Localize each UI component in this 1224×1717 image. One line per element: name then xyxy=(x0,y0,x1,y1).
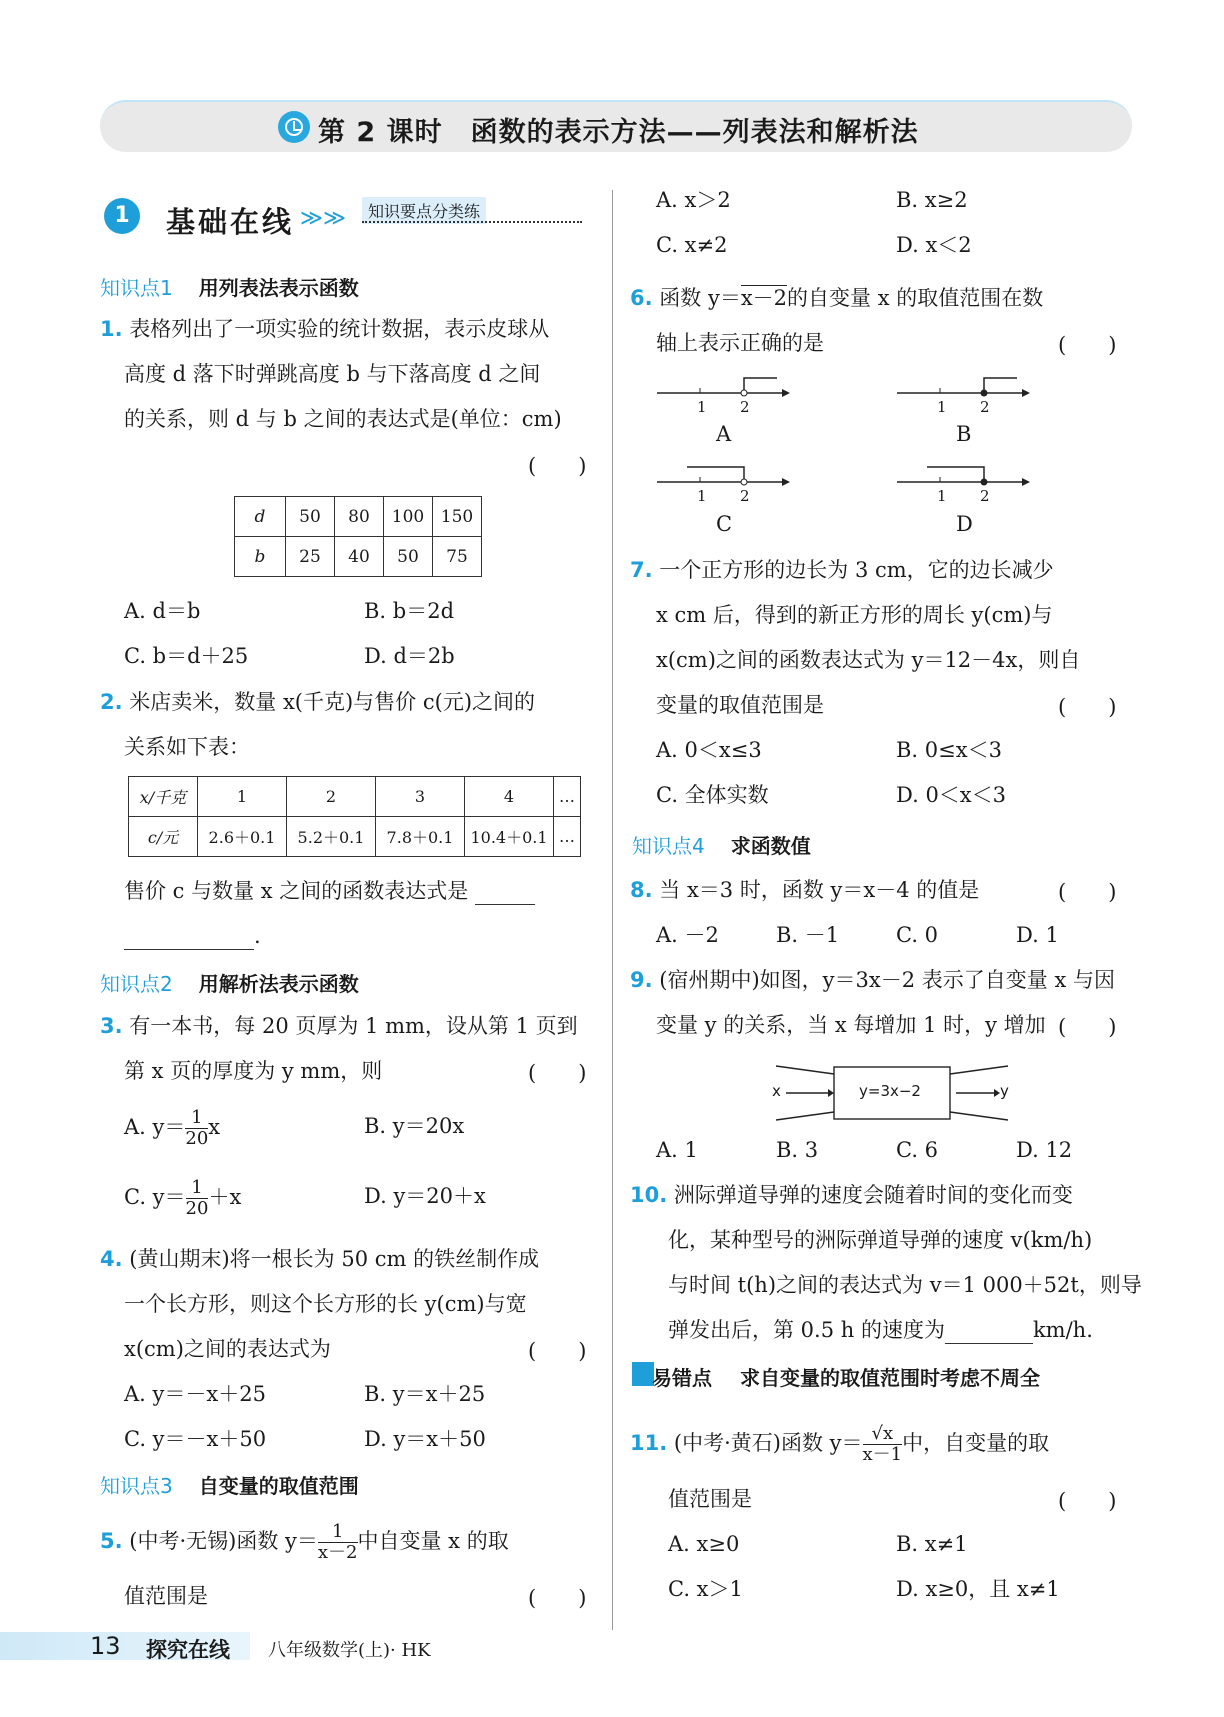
q9-option-b[interactable]: B. 3 xyxy=(776,1138,819,1162)
q2-line3: 售价 c 与数量 x 之间的函数表达式是 xyxy=(124,877,535,905)
q6-option-d[interactable]: D xyxy=(956,512,973,536)
q6-number-lines xyxy=(652,370,1072,540)
answer-paren[interactable]: ( ) xyxy=(528,1061,587,1085)
q4-option-d[interactable]: D. y＝x＋50 xyxy=(364,1427,486,1451)
kp2-heading: 知识点2 用解析法表示函数 xyxy=(100,972,359,996)
q5-line2: 值范围是 xyxy=(124,1584,208,1608)
q5-option-b[interactable]: B. x≥2 xyxy=(896,188,968,212)
q7-line2: x cm 后，得到的新正方形的周长 y(cm)与 xyxy=(656,603,1053,627)
answer-paren[interactable]: ( ) xyxy=(1058,1489,1117,1513)
q1-option-d[interactable]: D. d＝2b xyxy=(364,644,455,668)
q9-output-y: y xyxy=(1000,1082,1009,1100)
q6-tick-1d: 1 xyxy=(937,487,947,505)
q4-line3: x(cm)之间的表达式为 xyxy=(124,1337,331,1361)
page-number: 13 xyxy=(90,1632,121,1660)
yicuo-flag-icon xyxy=(632,1362,654,1386)
q6-tick-2d: 2 xyxy=(980,487,990,505)
q2-blank-2[interactable] xyxy=(124,927,254,950)
q8-option-c[interactable]: C. 0 xyxy=(896,923,939,947)
q2-blank[interactable] xyxy=(475,882,535,905)
q9-option-a[interactable]: A. 1 xyxy=(656,1138,698,1162)
q10-line2: 化，某种型号的洲际弹道导弹的速度 v(km/h) xyxy=(668,1228,1093,1252)
q5-option-c[interactable]: C. x≠2 xyxy=(656,233,728,257)
q11-line2: 值范围是 xyxy=(668,1487,752,1511)
section-arrows: ≫≫ xyxy=(300,206,347,231)
q4: 4. (黄山期末)将一根长为 50 cm 的铁丝制作成 xyxy=(100,1247,540,1271)
q7-option-c[interactable]: C. 全体实数 xyxy=(656,783,769,807)
q9-line2: 变量 y 的关系，当 x 每增加 1 时，y 增加 xyxy=(656,1013,1046,1037)
q10: 10. 洲际弹道导弹的速度会随着时间的变化而变 xyxy=(630,1183,1073,1207)
kp1-heading: 知识点1 用列表法表示函数 xyxy=(100,276,359,300)
kp3-heading: 知识点3 自变量的取值范围 xyxy=(100,1474,359,1498)
q2-line2: 关系如下表： xyxy=(124,735,250,759)
q6-tick-1a: 1 xyxy=(697,398,707,416)
answer-paren[interactable]: ( ) xyxy=(1058,695,1117,719)
q11: 11. (中考·黄石)函数 y＝ $\frac{√x}{x-1}$ 中，自变量的取 xyxy=(630,1423,1050,1465)
section-tag: 知识要点分类练 xyxy=(362,197,486,224)
section-title: 基础在线 xyxy=(166,205,295,239)
q2-table: x/千克 1 2 3 4 … c/元 2.6＋0.1 5.2＋0.1 7.8＋0.1 10.4＋0.1 … xyxy=(128,776,581,857)
q7-option-b[interactable]: B. 0≤x＜3 xyxy=(896,738,1002,762)
q9-option-d[interactable]: D. 12 xyxy=(1016,1138,1073,1162)
q9-option-c[interactable]: C. 6 xyxy=(896,1138,939,1162)
answer-paren[interactable]: ( ) xyxy=(528,1339,587,1363)
q7: 7. 一个正方形的边长为 3 cm，它的边长减少 xyxy=(630,558,1054,582)
clock-icon xyxy=(278,111,310,143)
q1-option-b[interactable]: B. b＝2d xyxy=(364,599,455,623)
q11-option-b[interactable]: B. x≠1 xyxy=(896,1532,968,1556)
q6-tick-1c: 1 xyxy=(697,487,707,505)
q9: 9. (宿州期中)如图，y＝3x－2 表示了自变量 x 与因 xyxy=(630,968,1115,992)
q7-option-a[interactable]: A. 0＜x≤3 xyxy=(656,738,762,762)
q1-table: d 50 80 100 150 b 25 40 50 75 xyxy=(234,496,482,577)
q6-option-c[interactable]: C xyxy=(716,512,733,536)
answer-paren[interactable]: ( ) xyxy=(528,454,587,478)
q3-option-c[interactable]: C. y＝ $\frac{1}{20}$ ＋x xyxy=(124,1177,242,1219)
q5-option-d[interactable]: D. x＜2 xyxy=(896,233,972,257)
q6: 6. 函数 y＝x－2的自变量 x 的取值范围在数 xyxy=(630,286,1044,310)
q9-function-box: y=3x−2 xyxy=(859,1082,921,1100)
q4-option-c[interactable]: C. y＝－x＋50 xyxy=(124,1427,267,1451)
footer-brand: 探究在线 xyxy=(146,1638,230,1662)
q8-option-a[interactable]: A. －2 xyxy=(656,923,719,947)
q5-option-a[interactable]: A. x＞2 xyxy=(656,188,731,212)
answer-paren[interactable]: ( ) xyxy=(528,1586,587,1610)
q10-line3: 与时间 t(h)之间的表达式为 v＝1 000＋52t，则导 xyxy=(668,1273,1142,1297)
q8-option-b[interactable]: B. －1 xyxy=(776,923,840,947)
q3-option-d[interactable]: D. y＝20＋x xyxy=(364,1184,486,1208)
q4-line2: 一个长方形，则这个长方形的长 y(cm)与宽 xyxy=(124,1292,527,1316)
yicuo-heading: 易错点 求自变量的取值范围时考虑不周全 xyxy=(652,1366,1040,1390)
q6-tick-2a: 2 xyxy=(740,398,750,416)
q10-line4: 弹发出后，第 0.5 h 的速度为 km/h. xyxy=(668,1318,1093,1342)
q1-line3: 的关系，则 d 与 b 之间的表达式是(单位：cm) xyxy=(124,407,562,431)
q8-option-d[interactable]: D. 1 xyxy=(1016,923,1059,947)
footer-book: 八年级数学(上)· HK xyxy=(268,1640,431,1661)
q1-option-a[interactable]: A. d＝b xyxy=(124,599,201,623)
q10-blank[interactable] xyxy=(945,1321,1033,1344)
q3: 3. 有一本书，每 20 页厚为 1 mm，设从第 1 页到 xyxy=(100,1014,578,1038)
q3-option-a[interactable]: A. y＝ $\frac{1}{20}$ x xyxy=(124,1107,221,1149)
page-title: 第 2 课时 函数的表示方法——列表法和解析法 xyxy=(318,117,919,148)
q1-option-c[interactable]: C. b＝d＋25 xyxy=(124,644,249,668)
q7-option-d[interactable]: D. 0＜x＜3 xyxy=(896,783,1007,807)
q6-tick-2c: 2 xyxy=(740,487,750,505)
q9-input-x: x xyxy=(772,1082,781,1100)
q7-line4: 变量的取值范围是 xyxy=(656,693,824,717)
q11-option-a[interactable]: A. x≥0 xyxy=(668,1532,740,1556)
q4-option-a[interactable]: A. y＝－x＋25 xyxy=(124,1382,266,1406)
q1: 1. 表格列出了一项实验的统计数据，表示皮球从 xyxy=(100,317,550,341)
q2-line4: . xyxy=(124,922,261,950)
q1-line2: 高度 d 落下时弹跳高度 b 与下落高度 d 之间 xyxy=(124,362,541,386)
answer-paren[interactable]: ( ) xyxy=(1058,1015,1117,1039)
q6-line2: 轴上表示正确的是 xyxy=(656,331,824,355)
section-dotline xyxy=(362,221,582,223)
answer-paren[interactable]: ( ) xyxy=(1058,333,1117,357)
q6-option-b[interactable]: B xyxy=(956,422,972,446)
q6-tick-2b: 2 xyxy=(980,398,990,416)
q5: 5. (中考·无锡)函数 y＝ $\frac{1}{x-2}$ 中自变量 x 的取 xyxy=(100,1521,509,1563)
answer-paren[interactable]: ( ) xyxy=(1058,880,1117,904)
kp4-heading: 知识点4 求函数值 xyxy=(632,834,811,858)
column-divider xyxy=(612,190,613,1630)
q7-line3: x(cm)之间的函数表达式为 y＝12－4x，则自 xyxy=(656,648,1081,672)
q6-option-a[interactable]: A xyxy=(716,422,732,446)
q3-option-b[interactable]: B. y＝20x xyxy=(364,1114,465,1138)
q3-line2: 第 x 页的厚度为 y mm，则 xyxy=(124,1059,383,1083)
q11-option-d[interactable]: D. x≥0，且 x≠1 xyxy=(896,1577,1060,1601)
q4-option-b[interactable]: B. y＝x＋25 xyxy=(364,1382,486,1406)
q2: 2. 米店卖米，数量 x(千克)与售价 c(元)之间的 xyxy=(100,690,536,714)
section-badge: 1 xyxy=(104,198,140,234)
q6-tick-1b: 1 xyxy=(937,398,947,416)
q8: 8. 当 x＝3 时，函数 y＝x－4 的值是 xyxy=(630,878,980,902)
q11-option-c[interactable]: C. x＞1 xyxy=(668,1577,743,1601)
